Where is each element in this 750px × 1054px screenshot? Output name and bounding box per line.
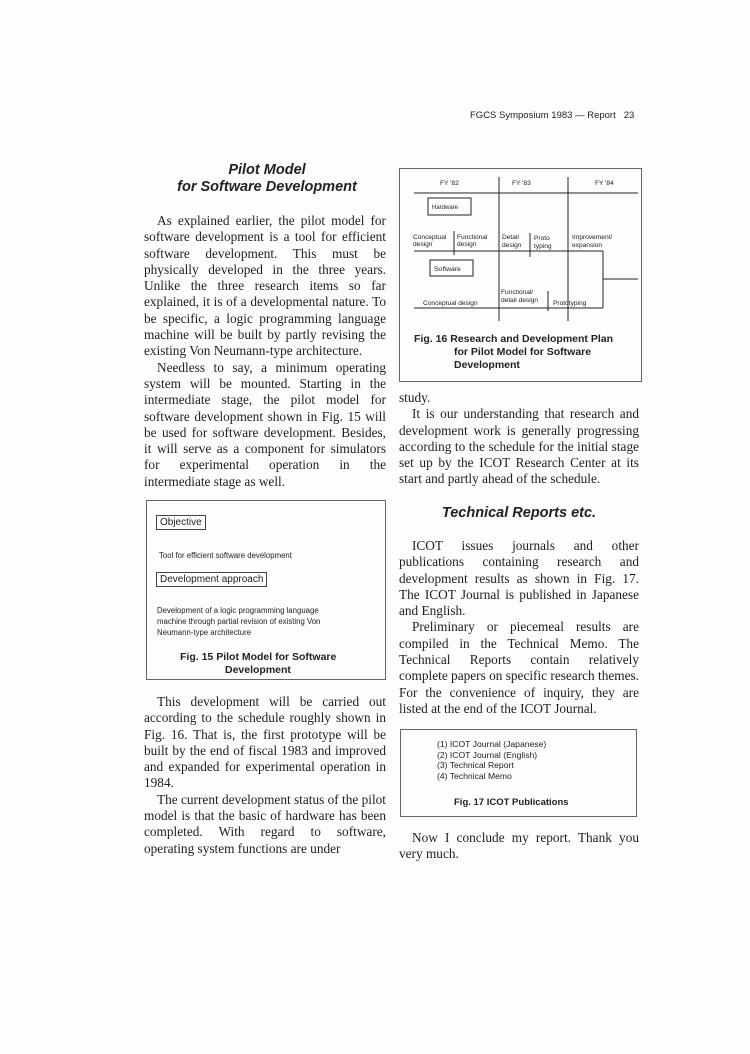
paragraph: As explained earlier, the pilot model for software development is a tool for efficient software development. This must be physically developed in the three years. Unlike the three research items so far explained, it is of a developmental nature. To be specific, a logic programming language machine will be built by partly revising the existing Von Neumann-type architecture.	[144, 213, 386, 359]
caption-line: Research and Development Plan	[450, 333, 613, 345]
paragraph-continuation: study.	[399, 390, 431, 405]
phase-label: detail design	[501, 297, 539, 304]
page-number: 23	[623, 110, 635, 121]
phase-label: design	[413, 241, 433, 248]
phase-label: typing	[534, 243, 552, 250]
right-column-body-mid	[399, 538, 639, 717]
objective-label: Objective	[156, 515, 206, 530]
caption-line: for Pilot Model for Software	[454, 346, 592, 358]
running-header-title: FGCS Symposium 1983 — Report	[470, 110, 616, 121]
approach-text	[157, 605, 382, 638]
fig17-caption: Fig. 17 ICOT Publications	[454, 797, 569, 808]
left-column-body-bottom	[144, 694, 386, 857]
list-item: (1) ICOT Journal (Japanese)	[437, 739, 547, 749]
paragraph: The current development status of the pilot model is that the basic of hardware has been completed. With regard to software, operating system functions are under	[144, 791, 386, 856]
phase-label: design	[457, 241, 477, 248]
approach-line: machine through partial revision of existing Von	[157, 617, 321, 626]
paragraph: ICOT issues journals and other publications containing research and development results as shown in Fig. 17. The ICOT Journal is published in Japanese and English.	[399, 538, 639, 619]
phase-label: Detail	[502, 234, 519, 241]
phase-label: design	[502, 242, 522, 249]
approach-line: Development of a logic programming language	[157, 606, 319, 615]
caption-prefix: Fig. 15	[180, 651, 214, 663]
left-column-body-top	[144, 213, 386, 490]
right-column-body-top	[399, 390, 639, 488]
paragraph: This development will be carried out according to the schedule roughly shown in Fig. 16. That is, the first prototype will be built by the end of fiscal 1983 and improved and expanded for experimental operation in 1984.	[144, 694, 386, 791]
paragraph: It is our understanding that research and development work is generally progressing according to the schedule for the initial stage set up by the ICOT Research Center at its start and partly ahead of the schedule.	[399, 406, 639, 487]
caption-line: Development	[454, 359, 520, 371]
caption-line: Development	[225, 664, 291, 676]
objective-text: Tool for efficient software development	[159, 551, 292, 560]
right-column-body-bottom	[399, 830, 639, 863]
figure-17	[400, 729, 637, 817]
caption-prefix: Fig. 16	[414, 333, 448, 345]
phase-label: Proto	[534, 235, 550, 242]
approach-label: Development approach	[156, 572, 267, 587]
approach-line: Neumann-type architecture	[157, 628, 252, 637]
phase-label: Functional	[457, 234, 488, 241]
year-label: FY '82	[440, 180, 459, 187]
phase-label: Conceptual	[413, 234, 447, 241]
paragraph: Needless to say, a minimum operating system will be mounted. Starting in the intermediate stage, the pilot model for software development shown in Fig. 15 will be used for software development. Besides, it will serve as a component for simulators for experimental operation in the intermediate stage as well.	[144, 359, 386, 489]
section-heading-pilot-model	[148, 162, 386, 196]
list-item: (3) Technical Report	[437, 760, 514, 771]
publication-list	[437, 739, 546, 781]
fig15-caption	[180, 651, 380, 677]
phase-label: Conceptual design	[423, 300, 478, 307]
year-label: FY '83	[512, 180, 531, 187]
caption-line: Pilot Model for Software	[216, 651, 337, 663]
list-item: (4) Technical Memo	[437, 770, 512, 781]
hardware-label: Hardware	[432, 205, 459, 211]
phase-label: Functional/	[501, 289, 534, 296]
heading-line-2: for Software Development	[177, 179, 357, 195]
year-label: FY '84	[595, 180, 614, 187]
phase-label: Improvement/	[572, 234, 613, 241]
fig16-caption	[414, 333, 639, 372]
section-heading-technical-reports: Technical Reports etc.	[441, 505, 597, 521]
software-label: Software	[434, 266, 461, 273]
phase-label: Prototyping	[553, 300, 587, 307]
heading-line-1: Pilot Model	[228, 162, 306, 178]
paragraph: Preliminary or piecemeal results are compiled in the Technical Memo. The Technical Reports contain relatively complete papers on specific research themes. For the convenience of inquiry, they are listed at the end of the ICOT Journal.	[399, 619, 639, 716]
running-header	[470, 110, 650, 121]
paragraph: Now I conclude my report. Thank you very much.	[399, 830, 639, 862]
phase-label: expansion	[572, 242, 603, 249]
figure-15	[146, 500, 386, 680]
figure-16	[399, 168, 642, 382]
list-item: (2) ICOT Journal (English)	[437, 749, 538, 760]
